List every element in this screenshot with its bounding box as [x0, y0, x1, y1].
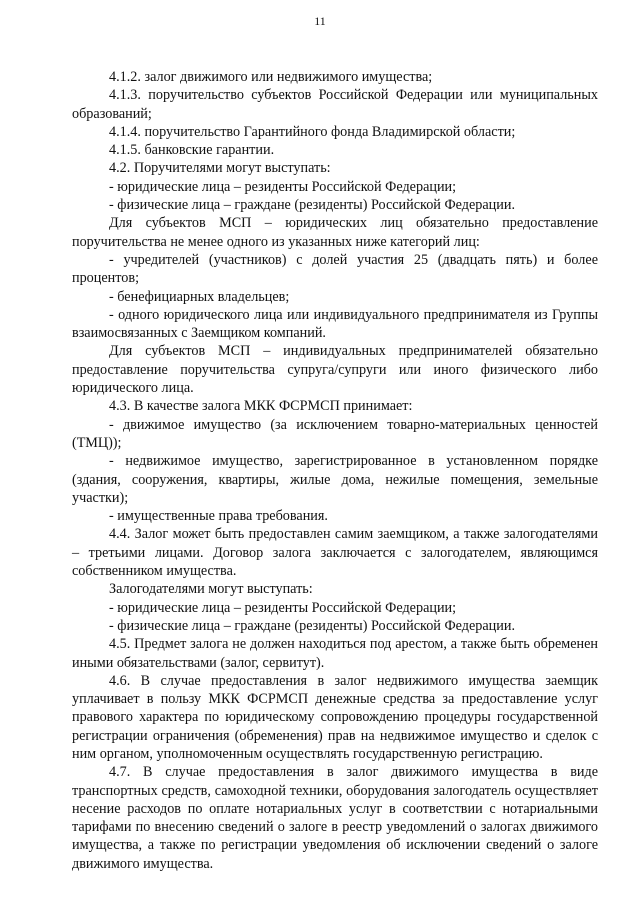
list-item: - юридические лица – резиденты Российской Федерации; [109, 599, 457, 616]
list-item: - учредителей (участников) с долей участия 25 (двадцать пять) и более процентов; [72, 251, 598, 287]
page-number: 11 [314, 14, 326, 28]
paragraph-4-1-5: 4.1.5. банковские гарантии. [109, 142, 275, 159]
paragraph-4-5: 4.5. Предмет залога не должен находиться под арестом, а также быть обременен иными обязательствами (залог, сервитут). [72, 636, 598, 671]
paragraph-4-2: 4.2. Поручителями могут выступать: [109, 160, 331, 177]
list-item: - физические лица – граждане (резиденты) Российской Федерации. [109, 197, 515, 214]
paragraph-4-4: 4.4. Залог может быть предоставлен самим заемщиком, а также залогодателями – третьими лицами. Договор залога заключается с залогодателем, являющимся собственником имущества. [72, 526, 598, 580]
list-item: - юридические лица – резиденты Российской Федерации; [109, 178, 457, 195]
list-item: - имущественные права требования. [109, 508, 328, 525]
paragraph: Для субъектов МСП – индивидуальных предпринимателей обязательно предоставление поручительства супруга/супруги или иного физического либо юридического лица. [72, 343, 598, 397]
list-item: - бенефициарных владельцев; [109, 288, 290, 305]
paragraph-4-1-2: 4.1.2. залог движимого или недвижимого имущества; [109, 69, 433, 85]
document-body [72, 68, 598, 873]
list-item: - одного юридического лица или индивидуального предпринимателя из Группы взаимосвязанных с Заемщиком компаний. [72, 306, 598, 342]
paragraph-4-1-3: 4.1.3. поручительство субъектов Российской Федерации или муниципальных образований; [72, 87, 598, 122]
list-item: - физические лица – граждане (резиденты) Российской Федерации. [109, 617, 515, 634]
paragraph-4-3: 4.3. В качестве залога МКК ФСРМСП принимает: [109, 398, 413, 415]
paragraph: Для субъектов МСП – юридических лиц обязательно предоставление поручительства не менее одного из указанных ниже категорий лиц: [72, 215, 598, 250]
list-item: - движимое имущество (за исключением товарно-материальных ценностей (ТМЦ)); [72, 416, 598, 451]
paragraph-4-6: 4.6. В случае предоставления в залог недвижимого имущества заемщик уплачивает в пользу МКК ФСРМСП денежные средства за предоставление услуг правового характера по юридическому сопровождению процедуры государственной регистрации ограничения (обременения) прав на недвижимое имущество и сделок с ним органом, уполномоченным осуществлять государственную регистрацию. [72, 672, 598, 762]
paragraph-4-1-4: 4.1.4. поручительство Гарантийного фонда Владимирской области; [109, 123, 516, 140]
paragraph: Залогодателями могут выступать: [109, 581, 313, 598]
list-item: - недвижимое имущество, зарегистрированное в установленном порядке (здания, сооружения, квартиры, жилые дома, нежилые помещения, земельные участки); [72, 453, 598, 506]
paragraph-4-7: 4.7. В случае предоставления в залог движимого имущества в виде транспортных средств, самоходной техники, оборудования залогодатель осуществляет несение расходов по оплате нотариальных услуг в соответствии с нотариальными тарифами по внесению сведений о залоге в реестр уведомлений о залогах движимого имущества, а также по регистрации уведомления об исключении сведений о залоге движимого имущества. [72, 764, 598, 872]
